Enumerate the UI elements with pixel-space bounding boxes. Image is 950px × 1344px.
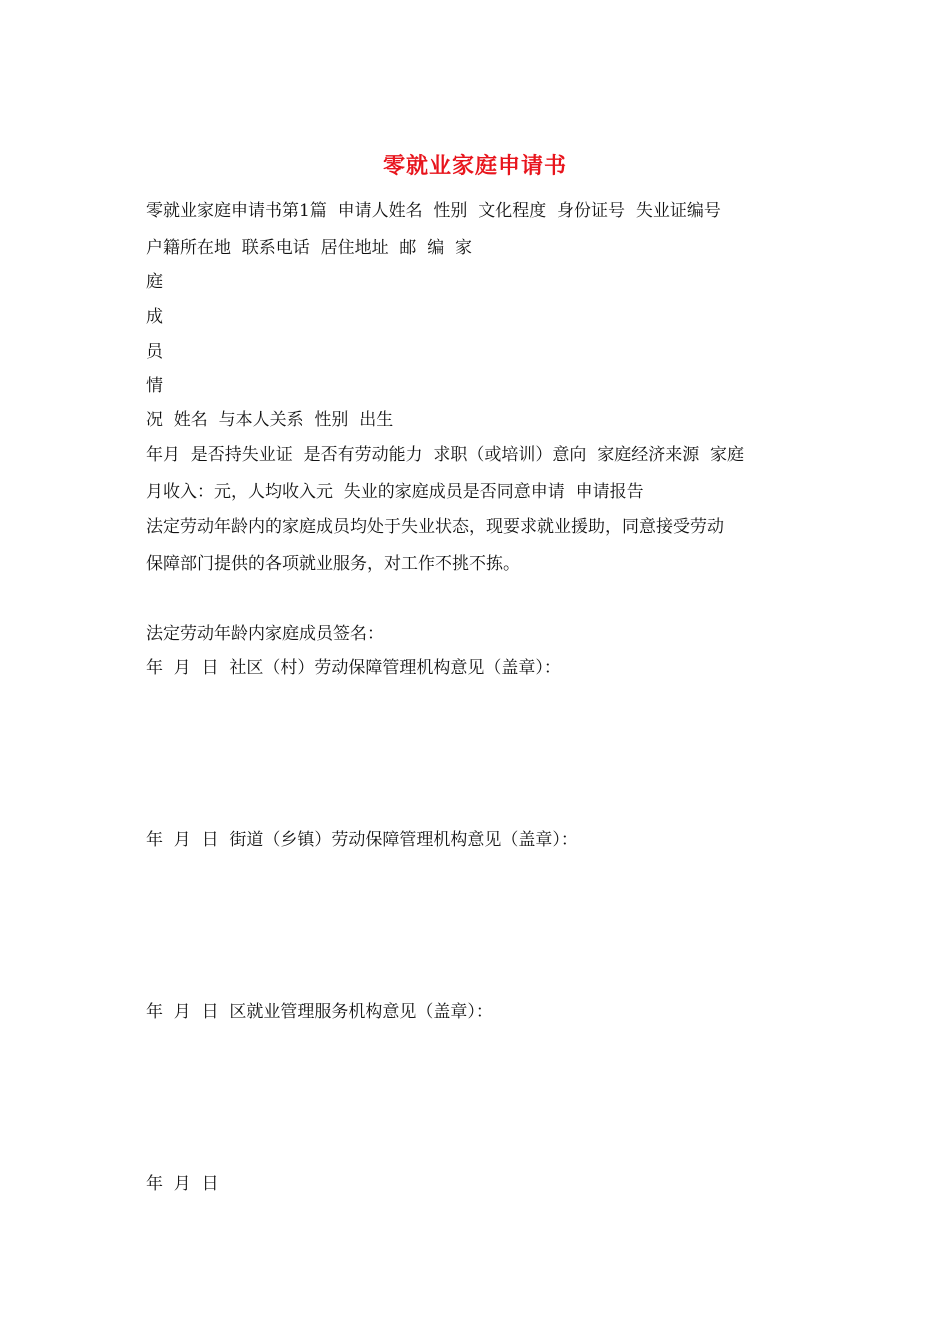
document-title: 零就业家庭申请书	[382, 153, 567, 179]
text-line-member-fields: 况 姓名 与本人关系 性别 出生	[146, 410, 394, 430]
text-line-vertical-char: 情	[146, 376, 163, 396]
text-line-vertical-char: 成	[146, 307, 163, 327]
text-line-vertical-char: 庭	[146, 272, 163, 292]
text-line-report-body: 法定劳动年龄内的家庭成员均处于失业状态，现要求就业援助，同意接受劳动	[146, 517, 724, 537]
signature-label: 法定劳动年龄内家庭成员签名：	[146, 624, 384, 644]
text-line-vertical-char: 员	[146, 342, 163, 362]
text-line-member-status-fields: 年月 是否持失业证 是否有劳动能力 求职（或培训）意向 家庭经济来源 家庭	[146, 445, 745, 465]
text-line-report-body: 保障部门提供的各项就业服务，对工作不挑不拣。	[146, 554, 520, 574]
final-date-line: 年 月 日	[146, 1174, 219, 1194]
text-line-contact-fields: 户籍所在地 联系电话 居住地址 邮 编 家	[146, 238, 473, 258]
street-opinion-line: 年 月 日 街道（乡镇）劳动保障管理机构意见（盖章）：	[146, 830, 578, 850]
community-opinion-line: 年 月 日 社区（村）劳动保障管理机构意见（盖章）：	[146, 658, 561, 678]
district-opinion-line: 年 月 日 区就业管理服务机构意见（盖章）：	[146, 1002, 493, 1022]
text-line-income-fields: 月收入：元，人均收入元 失业的家庭成员是否同意申请 申请报告	[146, 482, 644, 502]
text-line-applicant-fields: 零就业家庭申请书第1篇 申请人姓名 性别 文化程度 身份证号 失业证编号	[146, 201, 721, 221]
